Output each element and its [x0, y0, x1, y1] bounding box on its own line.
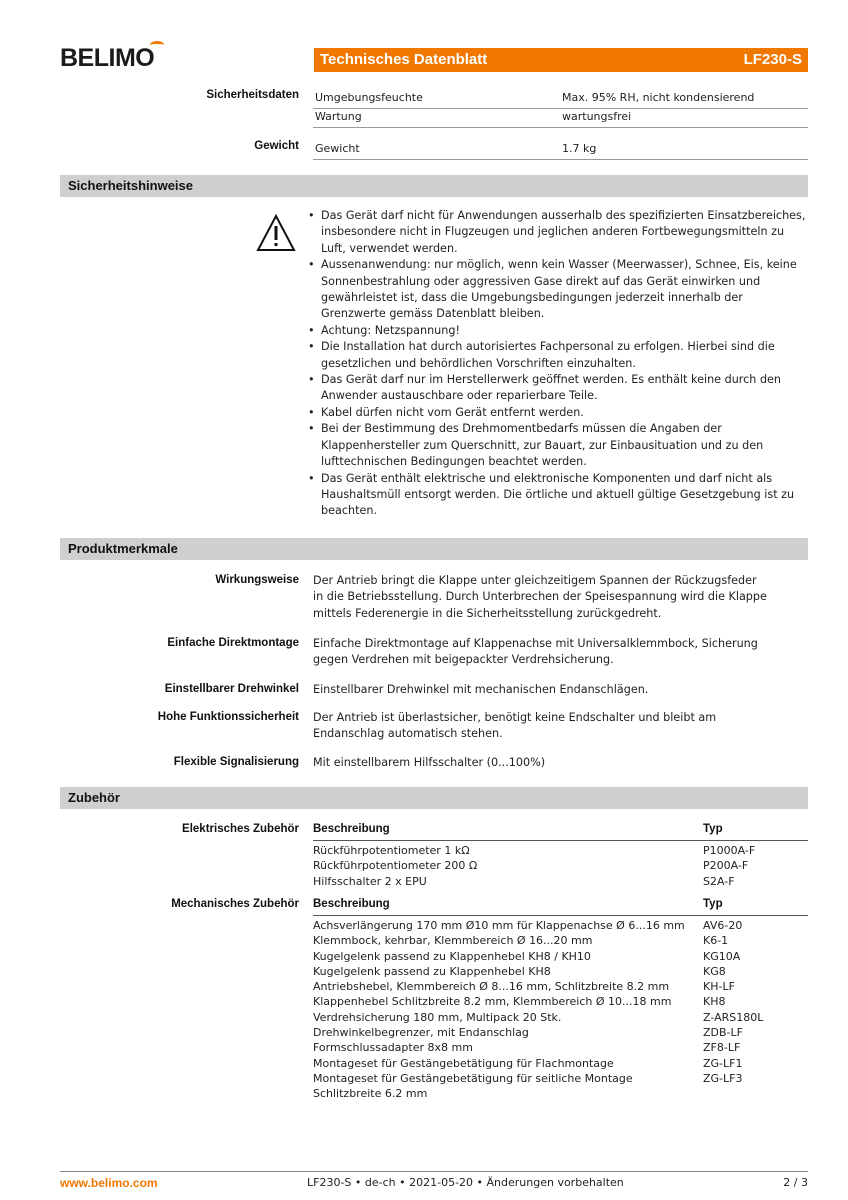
accessory-type: K6-1 [703, 934, 729, 948]
accessory-description: Rückführpotentiometer 1 kΩ [313, 844, 470, 857]
table-row [313, 843, 808, 858]
table-header-rule [313, 840, 808, 841]
accessory-type: ZF8-LF [703, 1041, 741, 1055]
accessory-type: KH8 [703, 995, 726, 1009]
spec-name: Gewicht [315, 142, 360, 155]
section-accessories: Zubehör [60, 787, 808, 809]
table-row [313, 1071, 808, 1102]
electrical-accessories-label: Elektrisches Zubehör [182, 823, 299, 835]
footer-document-info: LF230-S • de-ch • 2021-05-20 • Änderungen vorbehalten [307, 1176, 624, 1189]
spec-value: 1.7 kg [562, 142, 597, 155]
column-header-type: Typ [703, 898, 723, 910]
feature-label: Einstellbarer Drehwinkel [164, 683, 299, 695]
section-product-features: Produktmerkmale [60, 538, 808, 560]
list-item: • Die Installation hat durch autorisiertes Fachpersonal zu erfolgen. Hierbei sind die gesetzlichen und behördlichen Vorschriften einzuhalten. [306, 339, 811, 372]
accessory-type: ZDB-LF [703, 1026, 743, 1040]
document-title: Technisches Datenblatt [320, 51, 488, 68]
row-divider [313, 108, 808, 109]
accessory-type: ZG-LF1 [703, 1056, 743, 1070]
safety-data-label: Sicherheitsdaten [206, 89, 299, 101]
column-header-type: Typ [703, 823, 723, 835]
belimo-logo [60, 40, 170, 76]
table-row [313, 1010, 808, 1025]
list-item: • Das Gerät enthält elektrische und elektronische Komponenten und darf nicht als Haushaltsmüll entsorgt werden. Die örtliche und aktuell gültige Gesetzgebung ist zu beachten. [306, 471, 811, 520]
feature-label: Einfache Direktmontage [167, 637, 299, 649]
list-item: • Kabel dürfen nicht vom Gerät entfernt werden. [306, 405, 811, 421]
accessory-description: Antriebshebel, Klemmbereich Ø 8...16 mm, Schlitzbreite 8.2 mm [313, 980, 670, 994]
footer-divider [60, 1171, 808, 1172]
feature-text: Einstellbarer Drehwinkel mit mechanischen Endanschlägen. [313, 683, 649, 696]
feature-text: Der Antrieb bringt die Klappe unter gleichzeitigem Spannen der Rückzugsfeder in die Betriebsstellung. Durch Unterbrechen der Speisespannung wird die Klappe mittels Federenergie in die Sicherheitsstellung zurückgedreht. [313, 574, 767, 620]
row-divider [313, 127, 808, 128]
table-row [313, 979, 808, 994]
accessory-type: KH-LF [703, 980, 735, 994]
logo-arc-icon [150, 41, 164, 49]
feature-label: Wirkungsweise [215, 574, 299, 586]
page-number: 2 / 3 [783, 1176, 808, 1189]
accessory-type: KG10A [703, 949, 741, 963]
document-header-bar [314, 48, 808, 72]
section-safety-notes: Sicherheitshinweise [60, 175, 808, 197]
spec-value: wartungsfrei [562, 110, 632, 123]
table-row [313, 858, 808, 873]
table-row [313, 874, 808, 889]
accessory-type: P200A-F [703, 859, 749, 873]
table-row [313, 949, 808, 964]
accessory-type: P1000A-F [703, 844, 756, 857]
accessory-type: S2A-F [703, 874, 735, 888]
safety-notes-list [306, 208, 811, 520]
row-divider [313, 159, 808, 160]
spec-name: Wartung [315, 110, 362, 123]
list-item: • Das Gerät darf nur im Herstellerwerk geöffnet werden. Es enthält keine durch den Anwender austauschbare oder reparierbare Teile. [306, 372, 811, 405]
spec-value: Max. 95% RH, nicht kondensierend [562, 91, 755, 104]
table-row [313, 994, 808, 1009]
column-header-description: Beschreibung [313, 823, 390, 835]
mechanical-accessories-label: Mechanisches Zubehör [171, 898, 299, 910]
accessory-description: Montageset für Gestängebetätigung für seitliche Montage Schlitzbreite 6.2 mm [313, 1071, 633, 1101]
feature-label: Flexible Signalisierung [173, 756, 299, 768]
accessory-description: Klemmbock, kehrbar, Klemmbereich Ø 16...20 mm [313, 934, 593, 948]
table-row [313, 918, 808, 933]
weight-label: Gewicht [254, 140, 299, 152]
table-row [313, 933, 808, 948]
warning-triangle-icon [256, 214, 296, 252]
logo-wordmark: BELIMO [60, 44, 155, 72]
accessory-type: ZG-LF3 [703, 1071, 743, 1085]
list-item: • Aussenanwendung: nur möglich, wenn kein Wasser (Meerwasser), Schnee, Eis, keine Sonnenbestrahlung oder aggressiven Gase direkt auf das Gerät einwirken und gewährleistet ist, dass die Umgebungsbedingungen jederzeit innerhalb der Grenzwerte gemäss Datenblatt bleiben. [306, 257, 811, 323]
model-number: LF230-S [743, 51, 802, 68]
list-item: • Das Gerät darf nicht für Anwendungen ausserhalb des spezifizierten Einsatzbereiches, insbesondere nicht in Flugzeugen und jeglichen anderen Fortbewegungsmitteln zu Luft, verwendet werden. [306, 208, 811, 257]
table-row [313, 1056, 808, 1071]
mechanical-accessories-table [313, 918, 808, 1102]
column-header-description: Beschreibung [313, 898, 390, 910]
accessory-description: Kugelgelenk passend zu Klappenhebel KH8 [313, 964, 551, 978]
spec-name: Umgebungsfeuchte [315, 91, 423, 104]
accessory-description: Kugelgelenk passend zu Klappenhebel KH8 / KH10 [313, 949, 591, 963]
accessory-type: AV6-20 [703, 919, 743, 932]
accessory-description: Hilfsschalter 2 x EPU [313, 874, 427, 888]
accessory-description: Montageset für Gestängebetätigung für Flachmontage [313, 1056, 614, 1070]
accessory-description: Verdrehsicherung 180 mm, Multipack 20 Stk. [313, 1010, 562, 1024]
table-row [313, 1025, 808, 1040]
feature-label: Hohe Funktionssicherheit [157, 711, 299, 723]
accessory-description: Formschlussadapter 8x8 mm [313, 1041, 473, 1055]
accessory-description: Achsverlängerung 170 mm Ø10 mm für Klappenachse Ø 6...16 mm [313, 919, 685, 932]
footer-website-link[interactable]: www.belimo.com [60, 1176, 158, 1190]
accessory-type: KG8 [703, 964, 726, 978]
list-item: • Bei der Bestimmung des Drehmomentbedarfs müssen die Angaben der Klappenhersteller zum Querschnitt, zur Bauart, zur Einbausituation und zu den lufttechnischen Bedingungen beachtet werden. [306, 421, 811, 470]
electrical-accessories-table [313, 843, 808, 889]
feature-text: Der Antrieb ist überlastsicher, benötigt keine Endschalter und bleibt am Endanschlag automatisch stehen. [313, 711, 717, 741]
accessory-description: Drehwinkelbegrenzer, mit Endanschlag [313, 1026, 529, 1040]
feature-text: Mit einstellbarem Hilfsschalter (0...100%) [313, 756, 546, 769]
list-item: • Achtung: Netzspannung! [306, 323, 811, 339]
table-header-rule [313, 915, 808, 916]
accessory-type: Z-ARS180L [703, 1010, 764, 1024]
accessory-description: Rückführpotentiometer 200 Ω [313, 859, 478, 873]
table-row [313, 964, 808, 979]
feature-text: Einfache Direktmontage auf Klappenachse mit Universalklemmbock, Sicherung gegen Verdrehen mit beigepackter Verdrehsicherung. [313, 637, 758, 667]
accessory-description: Klappenhebel Schlitzbreite 8.2 mm, Klemmbereich Ø 10...18 mm [313, 995, 672, 1009]
table-row [313, 1040, 808, 1055]
